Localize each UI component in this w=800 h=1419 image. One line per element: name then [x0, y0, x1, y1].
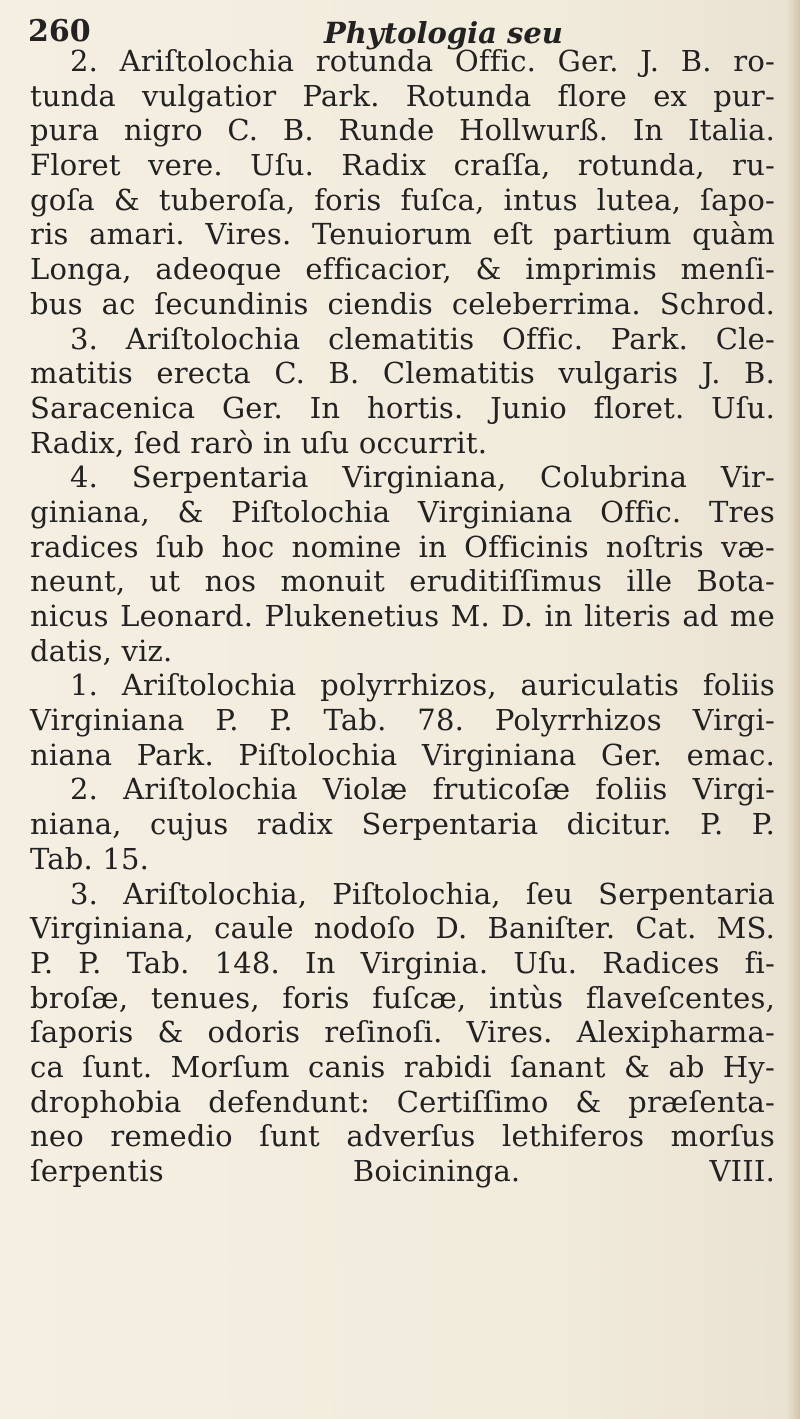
- page-edge-shadow: [786, 0, 800, 1419]
- text-line: bus ac ſecundinis ciendis celeberrima. Schrod.: [30, 286, 775, 321]
- text-line: Saracenica Ger. In hortis. Junio floret. Uſu.: [30, 390, 775, 425]
- text-line: 3. Ariſtolochia, Piſtolochia, ſeu Serpentaria: [70, 876, 775, 911]
- text-line: 4. Serpentaria Virginiana, Colubrina Vir-: [70, 460, 775, 495]
- text-line: neunt, ut nos monuit eruditiſſimus ille Bota-: [30, 564, 775, 599]
- text-line: Tab. 15.: [30, 841, 150, 876]
- text-line: giniana, & Piſtolochia Virginiana Offic. Tres: [30, 494, 775, 529]
- text-line: datis, viz.: [30, 633, 173, 668]
- text-line: Radix, ſed rarò in uſu occurrit.: [30, 425, 488, 460]
- text-line: matitis erecta C. B. Clematitis vulgaris J. B.: [30, 356, 775, 391]
- text-line: tunda vulgatior Park. Rotunda flore ex pur-: [30, 78, 775, 113]
- text-line: radices ſub hoc nomine in Officinis noſtris væ-: [30, 529, 775, 564]
- text-line: niana Park. Piſtolochia Virginiana Ger. emac.: [30, 737, 775, 772]
- text-line: nicus Leonard. Plukenetius M. D. in literis ad me: [30, 599, 775, 633]
- text-line: neo remedio ſunt adverſus lethiferos morſus: [30, 1119, 775, 1154]
- text-line: 2. Ariſtolochia Violæ fruticoſæ foliis Virgi-: [70, 772, 775, 807]
- text-line: pura nigro C. B. Runde Hollwurß. In Italia.: [30, 113, 775, 148]
- text-line: P. P. Tab. 148. In Virginia. Uſu. Radices fi-: [30, 945, 775, 980]
- text-line: ca ſunt. Morſum canis rabidi ſanant & ab Hy-: [30, 1049, 775, 1084]
- page-number: 260: [28, 14, 91, 49]
- text-line: 2. Ariſtolochia rotunda Offic. Ger. J. B. ro-: [70, 44, 775, 78]
- text-line: Virginiana, caule nodoſo D. Baniſter. Cat. MS.: [30, 911, 775, 946]
- text-line: broſæ, tenues, foris fuſcæ, intùs flaveſcentes,: [30, 980, 775, 1015]
- text-line: ſerpentis Boicininga. VIII.: [30, 1154, 775, 1188]
- running-title: Phytologia seu: [324, 16, 563, 50]
- text-line: 1. Ariſtolochia polyrrhizos, auriculatis foliis: [70, 668, 775, 703]
- text-line: drophobia defendunt: Certiſſimo & præſenta-: [30, 1084, 775, 1119]
- text-line: Floret vere. Uſu. Radix craſſa, rotunda, ru-: [30, 148, 775, 183]
- text-line: Longa, adeoque efficacior, & imprimis menſi-: [30, 252, 775, 287]
- text-line: ris amari. Vires. Tenuiorum eſt partium quàm: [30, 217, 775, 252]
- text-line: Virginiana P. P. Tab. 78. Polyrrhizos Virgi-: [30, 703, 775, 738]
- text-line: goſa & tuberoſa, foris fuſca, intus lutea, ſapo-: [30, 182, 775, 217]
- body-text: [30, 44, 775, 1189]
- text-line: niana, cujus radix Serpentaria dicitur. P. P.: [30, 807, 775, 842]
- text-line: 3. Ariſtolochia clematitis Offic. Park. Cle-: [70, 321, 775, 356]
- text-line: ſaporis & odoris reſinoſi. Vires. Alexipharma-: [30, 1015, 775, 1050]
